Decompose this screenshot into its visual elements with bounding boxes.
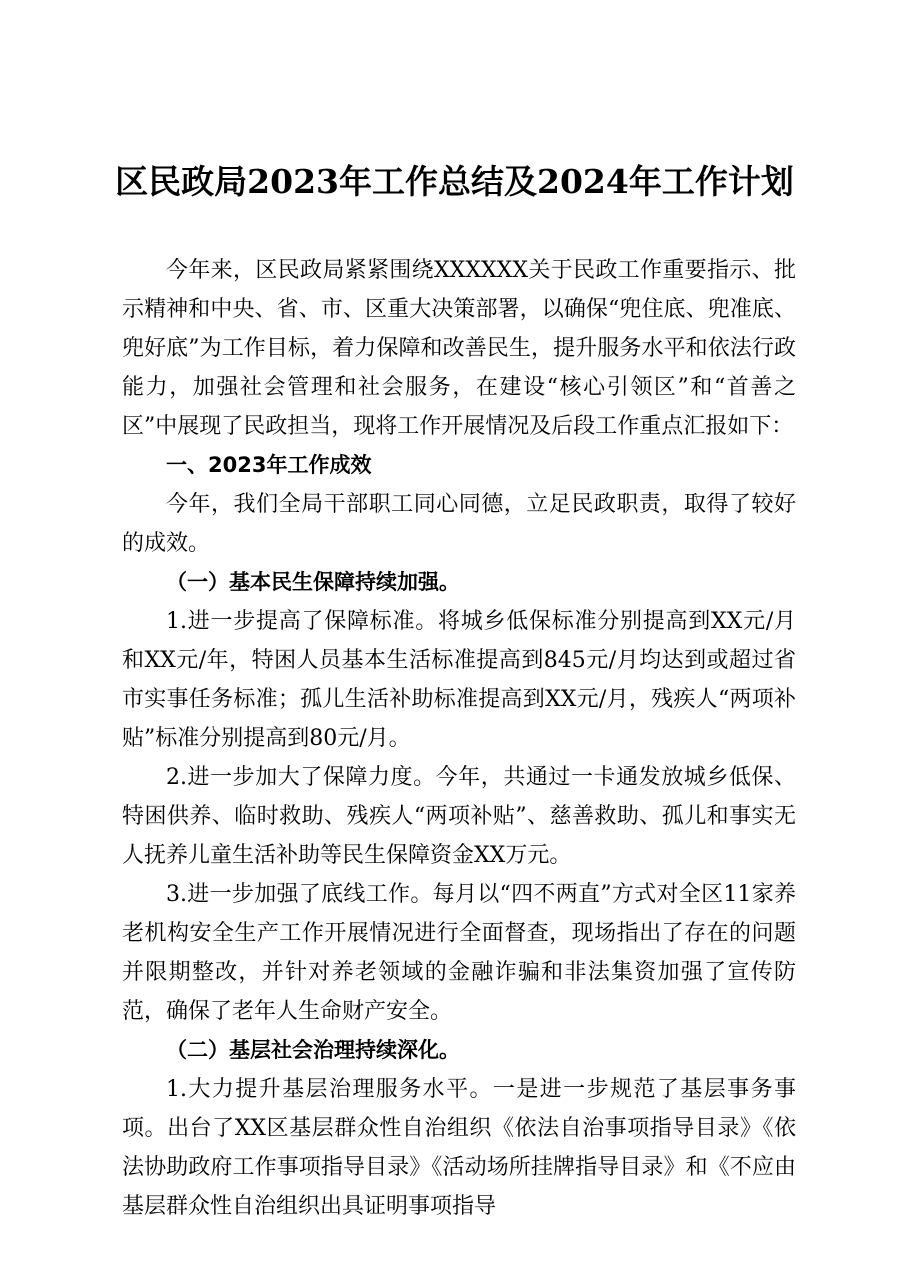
intro-paragraph: 今年来，区民政局紧紧围绕XXXXXX关于民政工作重要指示、批示精神和中央、省、市、区重大决策部署，以确保“兜住底、兜准底、兜好底”为工作目标，着力保障和改善民生，提升服务水平和依法行政能力，加强社会管理和社会服务，在建设“核心引领区”和“首善之区”中展现了民政担当，现将工作开展情况及后段工作重点汇报如下：: [122, 258, 796, 439]
item-paragraph-grassroots: 1.大力提升基层治理服务水平。一是进一步规范了基层事务事项。出台了XX区基层群众性自治组织《依法自治事项指导目录》《依法协助政府工作事项指导目录》《活动场所挂牌指导目录》和《不应由基层群众性自治组织出具证明事项指导: [122, 1077, 796, 1219]
document-body: [122, 251, 796, 1226]
section-heading-achievements: 一、2023年工作成效: [166, 453, 372, 477]
item-paragraph-standards: 1.进一步提高了保障标准。将城乡低保标准分别提高到XX元/月和XX元/年，特困人员基本生活标准提高到845元/月均达到或超过省市实事任务标准；孤儿生活补助标准提高到XX元/月，残疾人“两项补贴”标准分别提高到80元/月。: [122, 609, 796, 751]
document-title: 区民政局2023年工作总结及2024年工作计划: [115, 162, 794, 201]
item-paragraph-safety: 3.进一步加强了底线工作。每月以“四不两直”方式对全区11家养老机构安全生产工作开展情况进行全面督查，现场指出了存在的问题并限期整改，并针对养老领域的金融诈骗和非法集资加强了宣传防范，确保了老年人生命财产安全。: [122, 882, 796, 1024]
summary-paragraph: 今年，我们全局干部职工同心同德，立足民政职责，取得了较好的成效。: [122, 492, 796, 556]
subsection-heading-livelihood: （一）基本民生保障持续加强。: [166, 570, 460, 594]
item-paragraph-funding: 2.进一步加大了保障力度。今年，共通过一卡通发放城乡低保、特困供养、临时救助、残疾人“两项补贴”、慈善救助、孤儿和事实无人抚养儿童生活补助等民生保障资金XX万元。: [122, 765, 796, 868]
subsection-heading-governance: （二）基层社会治理持续深化。: [166, 1038, 460, 1062]
